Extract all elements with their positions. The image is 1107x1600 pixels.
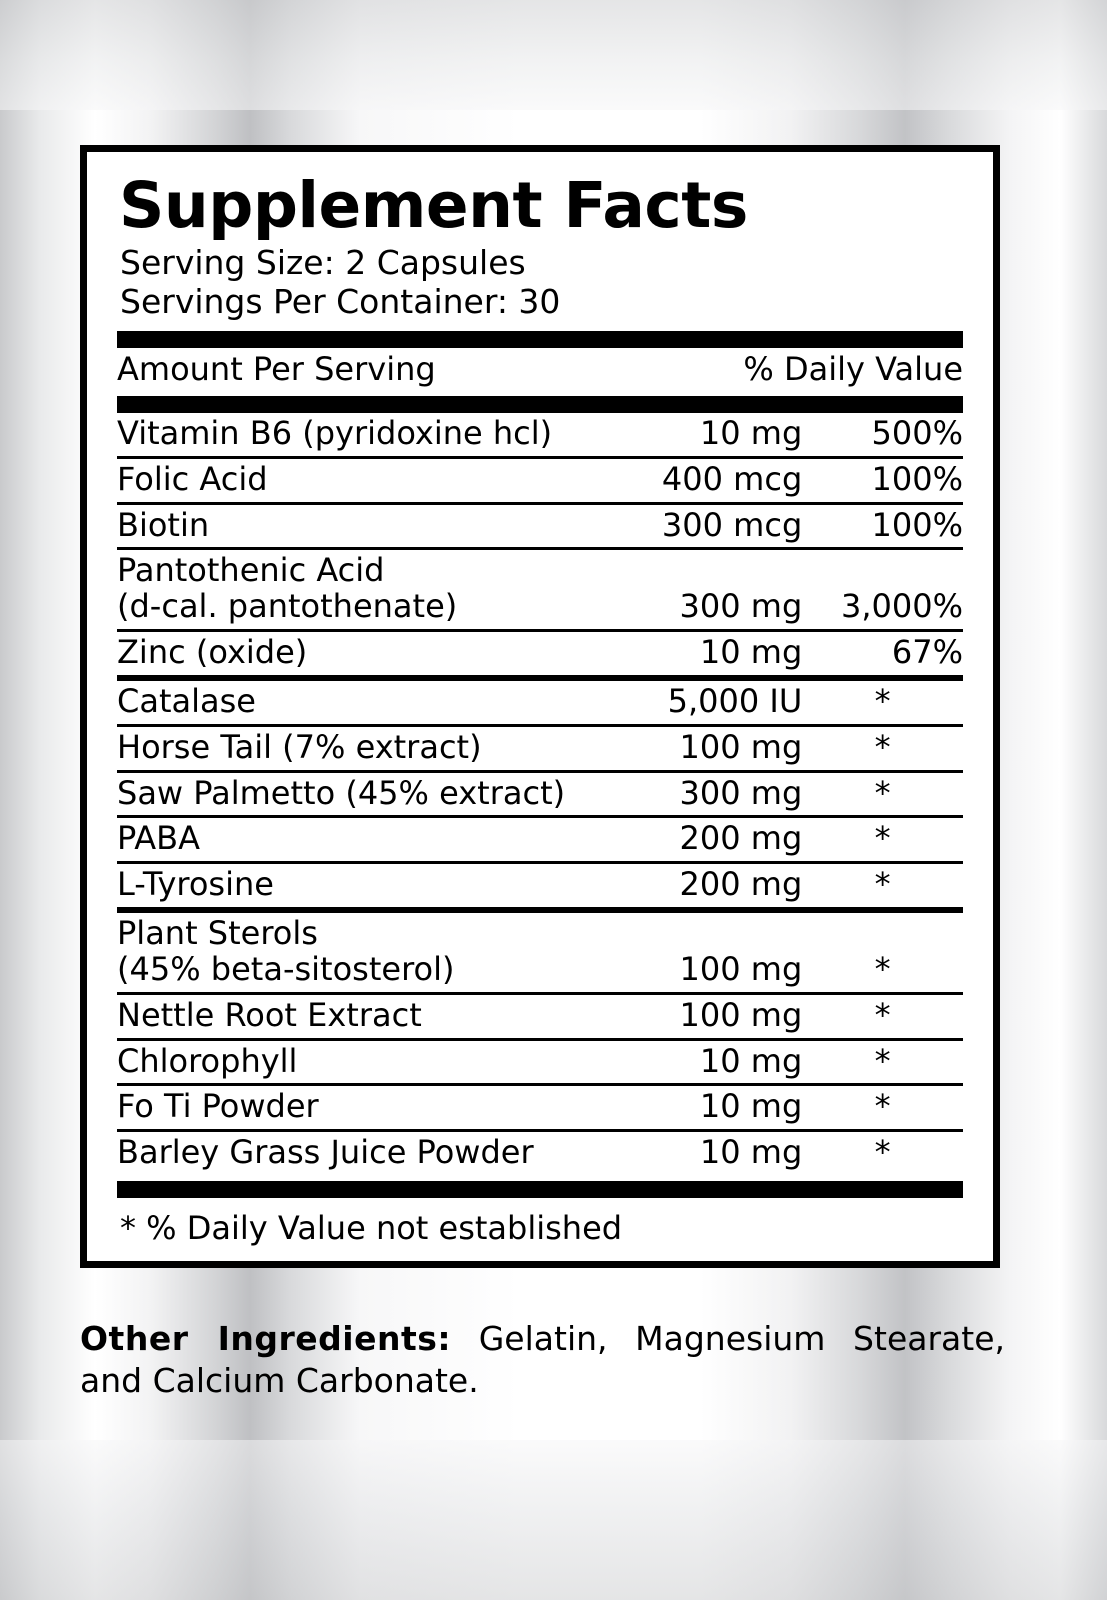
divider-bar-bottom bbox=[117, 1181, 963, 1198]
table-row bbox=[117, 725, 963, 771]
table-row bbox=[117, 503, 963, 549]
row-daily-value: * bbox=[802, 678, 963, 725]
row-amount: 100 mg bbox=[574, 993, 802, 1039]
row-amount: 10 mg bbox=[574, 631, 802, 678]
table-row bbox=[117, 457, 963, 503]
row-amount: 300 mg bbox=[574, 771, 802, 817]
nutrition-rows bbox=[117, 413, 963, 1175]
row-daily-value: * bbox=[802, 725, 963, 771]
header-daily-value: % Daily Value bbox=[743, 350, 963, 389]
row-amount: 5,000 IU bbox=[574, 678, 802, 725]
row-name: Zinc (oxide) bbox=[117, 631, 574, 678]
row-name: Chlorophyll bbox=[117, 1039, 574, 1085]
row-amount: 10 mg bbox=[699, 1133, 803, 1172]
row-name-secondary: (45% beta-sitosterol) bbox=[117, 949, 455, 988]
row-name-secondary: (d-cal. pantothenate) bbox=[117, 587, 458, 626]
table-row bbox=[117, 863, 963, 910]
row-amount: 10 mg bbox=[574, 1085, 802, 1131]
row-name: PABA bbox=[117, 817, 574, 863]
table-row bbox=[117, 678, 963, 725]
table-row bbox=[117, 1085, 963, 1131]
table-row bbox=[117, 771, 963, 817]
row-daily-value: * bbox=[802, 863, 963, 910]
serving-size-text: Serving Size: 2 Capsules bbox=[120, 243, 526, 283]
row-amount: 300 mcg bbox=[574, 503, 802, 549]
row-name-primary: Plant Sterols bbox=[117, 914, 318, 953]
table-row bbox=[117, 910, 963, 993]
row-daily-value: * bbox=[802, 771, 963, 817]
row-name bbox=[117, 910, 574, 993]
other-ingredients-label: Other Ingredients: bbox=[80, 1319, 452, 1358]
daily-value-footnote: * % Daily Value not established bbox=[120, 1209, 623, 1248]
row-daily-value: 67% bbox=[802, 631, 963, 678]
other-ingredients-text: Gelatin, Magnesium Stearate, and Calcium Carbonate. bbox=[80, 1319, 1005, 1401]
table-row bbox=[117, 631, 963, 678]
table-row bbox=[117, 413, 963, 457]
row-amount: 10 mg bbox=[574, 1039, 802, 1085]
row-name: Vitamin B6 (pyridoxine hcl) bbox=[117, 413, 574, 457]
row-daily-value: * bbox=[874, 1133, 891, 1172]
nutrition-table bbox=[117, 348, 963, 392]
row-amount: 100 mg bbox=[574, 725, 802, 771]
row-name: L-Tyrosine bbox=[117, 863, 574, 910]
row-name: Biotin bbox=[117, 503, 574, 549]
row-daily-value: 100% bbox=[802, 503, 963, 549]
row-daily-value: * bbox=[802, 910, 963, 993]
other-ingredients bbox=[80, 1318, 1005, 1402]
row-amount: 100 mg bbox=[574, 910, 802, 993]
row-name: Fo Ti Powder bbox=[117, 1085, 574, 1131]
divider-bar-header bbox=[117, 396, 963, 413]
row-daily-value: * bbox=[802, 817, 963, 863]
row-name-primary: Pantothenic Acid bbox=[117, 551, 385, 590]
row-name: Horse Tail (7% extract) bbox=[117, 725, 574, 771]
panel-title: Supplement Facts bbox=[119, 169, 748, 242]
row-name: Nettle Root Extract bbox=[117, 993, 574, 1039]
row-daily-value: 500% bbox=[802, 413, 963, 457]
table-row bbox=[117, 549, 963, 631]
supplement-facts-panel bbox=[80, 145, 1000, 1268]
row-name: Saw Palmetto (45% extract) bbox=[117, 771, 574, 817]
row-daily-value: * bbox=[802, 993, 963, 1039]
table-row bbox=[117, 817, 963, 863]
table-row bbox=[117, 1039, 963, 1085]
table-header-row bbox=[117, 348, 963, 392]
row-name: Barley Grass Juice Powder bbox=[117, 1133, 534, 1172]
servings-per-container-text: Servings Per Container: 30 bbox=[120, 282, 561, 322]
row-daily-value: * bbox=[802, 1039, 963, 1085]
row-amount: 200 mg bbox=[574, 863, 802, 910]
row-amount: 400 mcg bbox=[574, 457, 802, 503]
table-row bbox=[117, 1131, 963, 1175]
row-daily-value: 100% bbox=[802, 457, 963, 503]
header-amount-per-serving: Amount Per Serving bbox=[117, 350, 436, 389]
table-row bbox=[117, 993, 963, 1039]
row-daily-value: 3,000% bbox=[802, 549, 963, 631]
divider-bar-top bbox=[117, 331, 963, 348]
row-amount: 200 mg bbox=[574, 817, 802, 863]
row-name: Folic Acid bbox=[117, 457, 574, 503]
row-amount: 300 mg bbox=[574, 549, 802, 631]
row-name bbox=[117, 549, 574, 631]
row-name: Catalase bbox=[117, 678, 574, 725]
row-daily-value: * bbox=[802, 1085, 963, 1131]
row-amount: 10 mg bbox=[574, 413, 802, 457]
